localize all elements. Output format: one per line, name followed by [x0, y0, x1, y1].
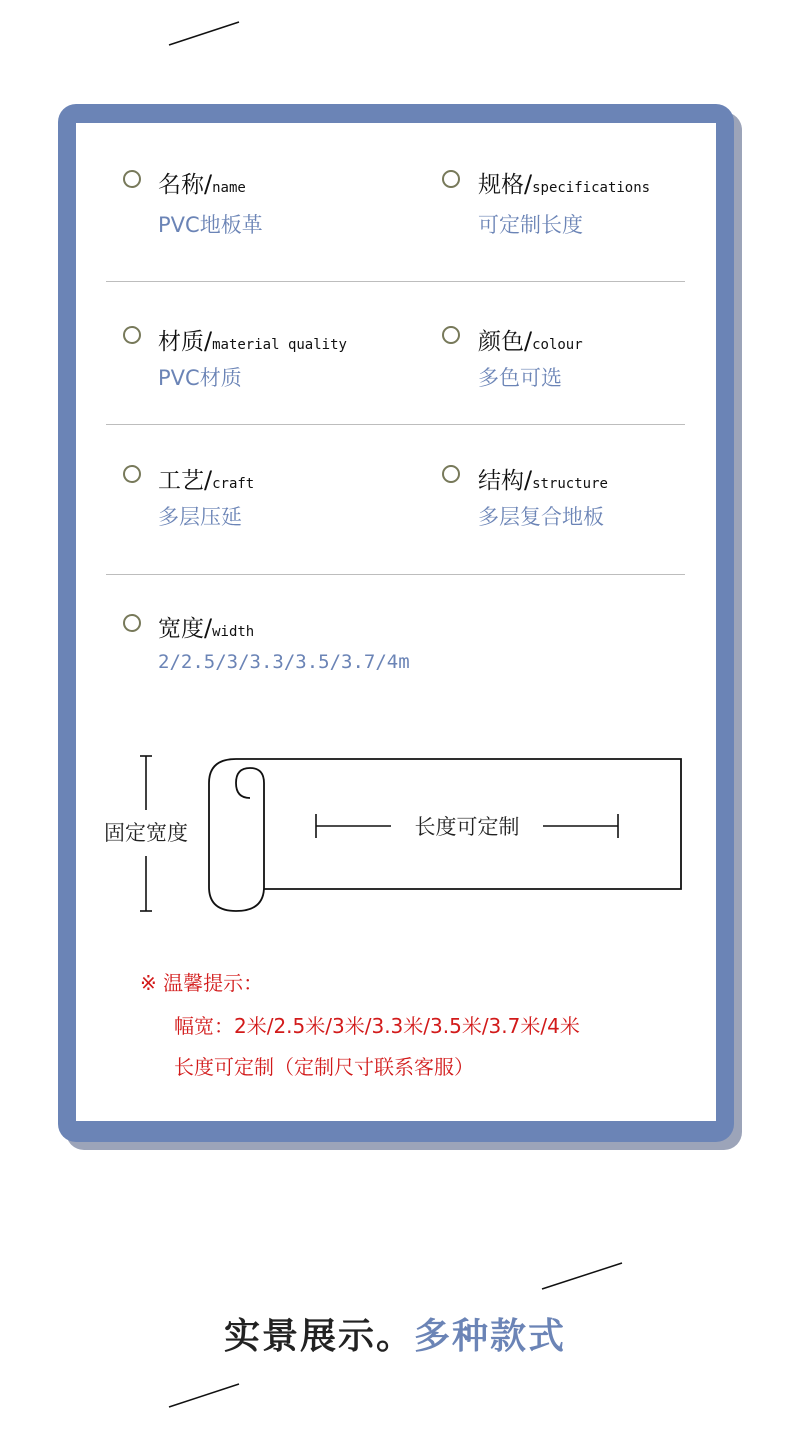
spec-label-cn: 材质: [158, 329, 204, 355]
spec-label-cn: 颜色: [478, 329, 524, 355]
spec-label-craft: [158, 462, 254, 495]
spec-label-cn: 名称: [158, 172, 204, 198]
decorative-line-footer-right: [538, 1258, 628, 1294]
spec-value-width: 2/2.5/3/3.3/3.5/3.7/4m: [158, 651, 410, 673]
length-label: 长度可定制: [414, 815, 520, 839]
spec-label-en: craft: [212, 476, 255, 492]
bullet-circle-icon: [123, 614, 141, 632]
spec-label-cn: 宽度: [158, 616, 204, 642]
spec-label-cn: 规格: [478, 172, 524, 198]
tips-title: ※ 温馨提示：: [140, 971, 264, 995]
spec-value-craft: 多层压延: [158, 505, 242, 529]
spec-label-en: material quality: [212, 337, 347, 353]
spec-value-colour: 多色可选: [478, 366, 562, 390]
slash: /: [204, 614, 213, 642]
spec-label-en: structure: [532, 476, 608, 492]
spec-label-width: [158, 610, 254, 643]
spec-value-specifications: 可定制长度: [478, 213, 583, 237]
decorative-line-top: [165, 18, 245, 50]
spec-label-cn: 工艺: [158, 468, 204, 494]
spec-label-colour: [478, 323, 583, 356]
bullet-circle-icon: [123, 326, 141, 344]
slash: /: [524, 466, 533, 494]
decorative-line-footer-left: [165, 1380, 245, 1412]
bullet-circle-icon: [442, 326, 460, 344]
section-title-blue: 多种款式: [414, 1316, 567, 1357]
slash: /: [204, 170, 213, 198]
divider: [106, 424, 685, 425]
slash: /: [204, 466, 213, 494]
roll-size-diagram: [88, 748, 688, 918]
spec-label-material: [158, 323, 347, 356]
spec-value-structure: 多层复合地板: [478, 505, 604, 529]
tips-width-line: 幅宽：2米/2.5米/3米/3.3米/3.5米/3.7米/4米: [174, 1014, 580, 1038]
section-title: [0, 1308, 790, 1359]
spec-label-cn: 结构: [478, 468, 524, 494]
spec-value-name: PVC地板革: [158, 213, 263, 237]
slash: /: [204, 327, 213, 355]
spec-label-structure: [478, 462, 608, 495]
slash: /: [524, 170, 533, 198]
spec-label-en: width: [212, 624, 255, 640]
tips-length-line: 长度可定制（定制尺寸联系客服）: [174, 1055, 474, 1079]
section-title-dark: 实景展示。: [223, 1316, 414, 1357]
spec-label-name: [158, 166, 246, 199]
bullet-circle-icon: [442, 170, 460, 188]
divider: [106, 574, 685, 575]
fixed-width-label: 固定宽度: [104, 821, 188, 845]
spec-label-specifications: [478, 166, 650, 199]
spec-value-material: PVC材质: [158, 366, 242, 390]
spec-label-en: specifications: [532, 180, 651, 196]
divider: [106, 281, 685, 282]
bullet-circle-icon: [123, 170, 141, 188]
bullet-circle-icon: [442, 465, 460, 483]
spec-label-en: name: [212, 180, 246, 196]
bullet-circle-icon: [123, 465, 141, 483]
spec-label-en: colour: [532, 337, 583, 353]
slash: /: [524, 327, 533, 355]
